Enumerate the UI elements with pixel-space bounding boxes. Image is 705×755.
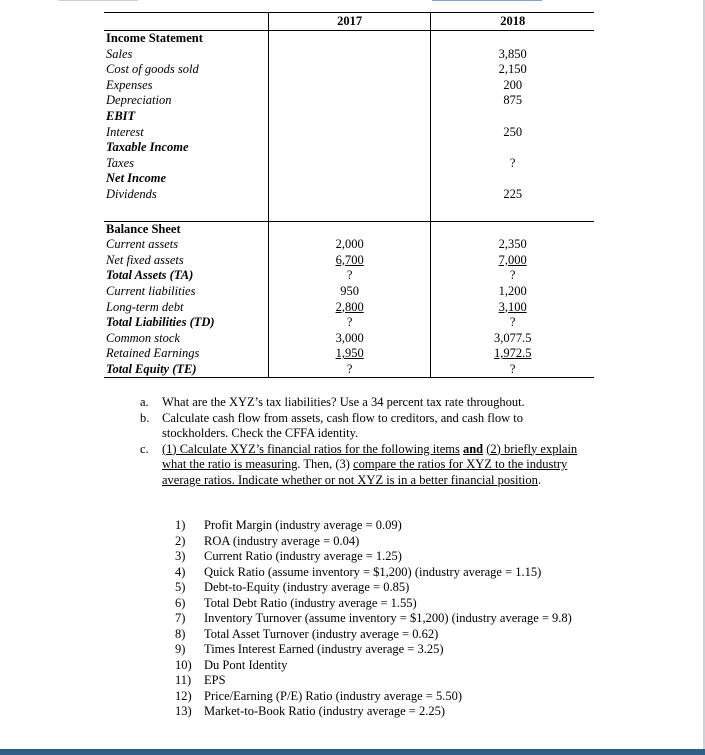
item-text: Total Asset Turnover (industry average = 0.62)	[204, 626, 439, 641]
value-2018: 250	[431, 125, 594, 141]
table-row	[104, 315, 594, 331]
list-item	[175, 549, 595, 565]
table-row	[104, 284, 594, 300]
row-label-current-assets: Current assets	[106, 237, 179, 252]
list-item	[175, 534, 595, 550]
financial-statements-table	[104, 12, 594, 378]
item-number: 4)	[175, 564, 186, 579]
value-2017	[268, 171, 430, 187]
question-a	[140, 395, 592, 411]
row-label-cogs: Cost of goods sold	[106, 62, 199, 77]
row-label-total-liabilities: Total Liabilities (TD)	[106, 315, 215, 330]
table-row	[104, 187, 594, 203]
list-item	[175, 689, 595, 705]
item-number: 6)	[175, 595, 186, 610]
item-number: 1)	[175, 518, 186, 532]
table-row	[104, 93, 594, 109]
question-b-text: Calculate cash flow from assets, cash flow to creditors, and cash flow to stockholders. Check the CFFA identity.	[162, 410, 524, 440]
question-c	[140, 442, 592, 489]
row-label-net-fixed-assets: Net fixed assets	[106, 252, 184, 267]
table-row	[104, 362, 594, 378]
value-2018: 3,100	[498, 299, 527, 314]
row-label-expenses: Expenses	[106, 77, 153, 92]
item-number: 12)	[175, 688, 192, 703]
row-label-dividends: Dividends	[106, 186, 157, 201]
item-number: 2)	[175, 533, 186, 548]
table-row	[104, 253, 594, 269]
list-item	[175, 596, 595, 612]
item-number: 7)	[175, 611, 186, 625]
column-header-2017: 2017	[268, 13, 430, 31]
value-2018: 3,850	[431, 47, 594, 63]
row-label-net-income: Net Income	[106, 171, 167, 186]
question-c-and: and	[462, 441, 484, 456]
item-text: Quick Ratio (assume inventory = $1,200) (industry average = 1.15)	[204, 564, 542, 579]
item-text: Profit Margin (industry average = 0.09)	[204, 518, 402, 532]
row-label-total-equity: Total Equity (TE)	[104, 362, 268, 378]
value-2017	[268, 47, 430, 63]
list-item	[175, 642, 595, 658]
table-row	[104, 237, 594, 253]
value-2017: 6,700	[335, 252, 364, 267]
value-2018: ?	[431, 362, 594, 378]
table-row	[104, 62, 594, 78]
value-2017: 2,000	[268, 237, 430, 253]
table-row	[104, 300, 594, 316]
item-text: Times Interest Earned (industry average = 3.25)	[204, 642, 444, 656]
question-a-label: a.	[140, 395, 149, 409]
item-number: 9)	[175, 642, 186, 656]
question-c-part5: .	[537, 472, 542, 487]
income-statement-title: Income Statement	[106, 31, 203, 45]
value-2018: 225	[431, 187, 594, 203]
value-2018	[431, 109, 594, 125]
year-header-row	[104, 13, 594, 31]
value-2017	[268, 93, 430, 109]
table-row	[104, 109, 594, 125]
header-blank-cell	[104, 13, 268, 31]
row-label-taxes: Taxes	[106, 155, 135, 170]
value-2018: 200	[431, 78, 594, 94]
list-item	[175, 518, 595, 534]
item-text: Du Pont Identity	[204, 657, 288, 672]
question-c-part1: (1) Calculate XYZ’s financial ratios for the following items	[162, 441, 460, 456]
value-2017: ?	[268, 268, 430, 284]
value-2017: ?	[268, 315, 430, 331]
value-2017	[268, 140, 430, 156]
item-number: 5)	[175, 580, 186, 594]
table-row	[104, 47, 594, 63]
table-row	[104, 346, 594, 362]
item-text: EPS	[204, 673, 226, 687]
list-item	[175, 658, 595, 674]
row-label-retained-earnings: Retained Earnings	[106, 346, 200, 361]
item-number: 3)	[175, 549, 186, 563]
column-header-2018: 2018	[431, 13, 594, 31]
row-label-common-stock: Common stock	[106, 330, 180, 345]
question-c-part2: (2) briefly explain what the ratio is measuring	[162, 441, 578, 471]
balance-sheet-title-row	[104, 221, 594, 237]
row-label-ebit: EBIT	[106, 108, 136, 123]
item-text: Debt-to-Equity (industry average = 0.85)	[204, 580, 410, 594]
window-bottom-bar	[0, 749, 705, 755]
spacer-row	[104, 203, 594, 222]
value-2018: 875	[431, 93, 594, 109]
value-2018: 2,150	[431, 62, 594, 78]
value-2017: 3,000	[268, 331, 430, 347]
value-2018	[431, 140, 594, 156]
row-label-long-term-debt: Long-term debt	[106, 299, 184, 314]
income-statement-title-row	[104, 31, 594, 47]
value-2017: 2,800	[335, 299, 364, 314]
row-label-sales: Sales	[106, 46, 133, 61]
top-divider-left	[58, 0, 138, 1]
value-2018: 1,200	[431, 284, 594, 300]
value-2017	[268, 62, 430, 78]
question-c-part3: . Then, (3)	[297, 457, 350, 471]
table-row	[104, 171, 594, 187]
row-label-interest: Interest	[106, 124, 144, 139]
value-2018: 3,077.5	[431, 331, 594, 347]
questions-list	[140, 395, 592, 488]
question-b-label: b.	[140, 410, 150, 425]
value-2017	[268, 156, 430, 172]
value-2017	[268, 125, 430, 141]
value-2017: ?	[268, 362, 430, 378]
value-2018: ?	[431, 268, 594, 284]
value-2017: 950	[268, 284, 430, 300]
item-text: Inventory Turnover (assume inventory = $1,200) (industry average = 9.8)	[204, 611, 572, 625]
table-row	[104, 268, 594, 284]
row-label-depreciation: Depreciation	[106, 93, 172, 108]
value-2018: ?	[431, 156, 594, 172]
item-text: Current Ratio (industry average = 1.25)	[204, 549, 402, 563]
item-number: 8)	[175, 626, 186, 641]
value-2017: 1,950	[335, 346, 364, 361]
item-number: 13)	[175, 704, 192, 718]
value-2017	[268, 187, 430, 203]
balance-sheet-title: Balance Sheet	[104, 221, 268, 237]
table-row	[104, 78, 594, 94]
item-text: Market-to-Book Ratio (industry average = 2.25)	[204, 704, 446, 718]
list-item	[175, 704, 595, 720]
item-number: 10)	[175, 657, 192, 672]
list-item	[175, 673, 595, 689]
row-label-total-assets: Total Assets (TA)	[106, 268, 194, 283]
list-item	[175, 627, 595, 643]
item-number: 11)	[175, 673, 192, 687]
top-divider-right	[432, 0, 542, 1]
item-text: Total Debt Ratio (industry average = 1.55)	[204, 595, 417, 610]
table-row	[104, 140, 594, 156]
question-c-label: c.	[140, 441, 149, 456]
value-2018	[431, 171, 594, 187]
question-a-text: What are the XYZ’s tax liabilities? Use a 34 percent tax rate throughout.	[162, 395, 525, 409]
question-b	[140, 411, 592, 442]
table-row	[104, 331, 594, 347]
table-row	[104, 156, 594, 172]
value-2017	[268, 78, 430, 94]
row-label-taxable-income: Taxable Income	[106, 140, 189, 155]
value-2018: ?	[431, 315, 594, 331]
list-item	[175, 580, 595, 596]
item-text: ROA (industry average = 0.04)	[204, 533, 360, 548]
value-2018: 2,350	[431, 237, 594, 253]
question-c-part4: compare the ratios for XYZ to the industry average ratios. Indicate whether or not XYZ is in a better financial position	[162, 457, 568, 487]
ratio-list	[175, 518, 595, 720]
item-text: Price/Earning (P/E) Ratio (industry average = 5.50)	[204, 688, 463, 703]
row-label-current-liabilities: Current liabilities	[106, 283, 196, 298]
list-item	[175, 611, 595, 627]
value-2018: 1,972.5	[493, 346, 532, 361]
value-2018: 7,000	[498, 252, 527, 267]
list-item	[175, 565, 595, 581]
value-2017	[268, 109, 430, 125]
table-row	[104, 125, 594, 141]
